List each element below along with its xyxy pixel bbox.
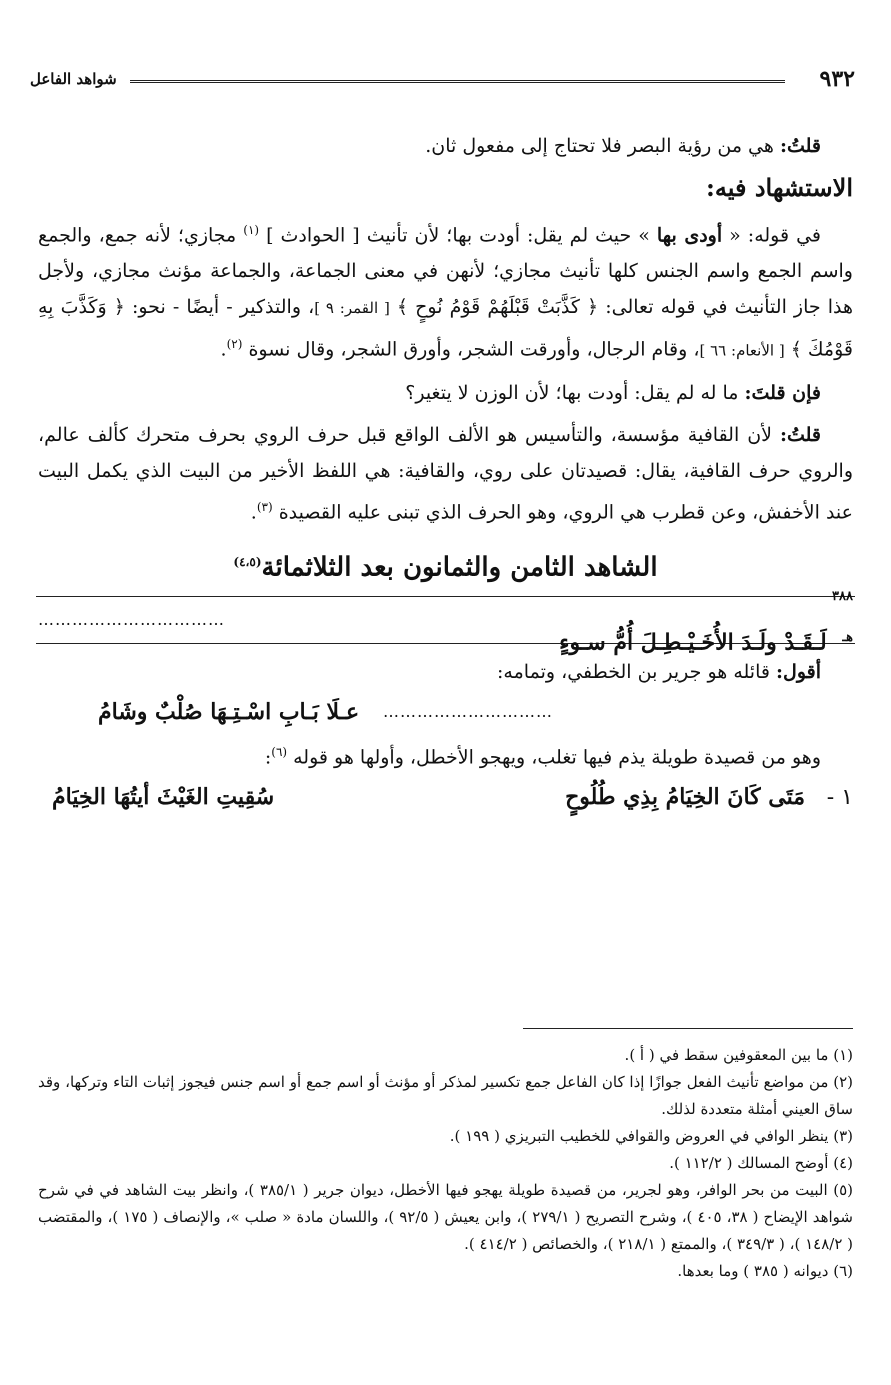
- footnote-ref-4-5: (٤،٥): [233, 554, 262, 569]
- header-rule: [130, 80, 785, 85]
- paragraph-3: [38, 375, 853, 411]
- paragraph-4: قلتُ: لأن القافية مؤسسة، والتأسيس هو الألف الواقع قبل حرف الروي بحرف متحرك كألف عالم، والروي حرف القافية، يقال: قصيدتان على روي، والقافية: هي اللفظ الأخير من البيت الذي يكمل البيت عند الأخفش، وعن قطرب هي الروي، وهو الحرف الذي تبنى عليه القصيدة $^{(٣)}$.: [38, 423, 853, 523]
- quran-ref-2: [ الأنعام: ٦٦ ]: [699, 341, 785, 360]
- paragraph-6-colon: :: [264, 745, 272, 768]
- evidence-verse: [38, 589, 853, 655]
- paragraph-5: [38, 654, 853, 690]
- completion-dots: …………………………: [383, 701, 553, 721]
- paragraph-5-text: قائله هو جرير بن الخطفي، وتمامه:: [497, 660, 776, 683]
- paragraph-1-text: هي من رؤية البصر فلا تحتاج إلى مفعول ثان.: [425, 135, 780, 157]
- verse-number: [832, 589, 853, 644]
- footnote-6: (٦) ديوانه ( ٣٨٥ ) وما بعدها.: [677, 1262, 853, 1280]
- paragraph-2-text-d: ، والتذكير - أيضًا - نحو: ﴿ وَكَذَّبَ بِهِ قَوْمُكَ ﴾: [38, 296, 853, 361]
- poem-line-number: ١ -: [826, 784, 853, 810]
- footnote-rule: [523, 1028, 853, 1029]
- evidence-title-text: الشاهد الثامن والثمانون بعد الثلاثمائة: [261, 552, 658, 583]
- paragraph-3-text: ما له لم يقل: أودت بها؛ لأن الوزن لا يتغير؟: [405, 381, 745, 404]
- paragraph-6-text: وهو من قصيدة طويلة يذم فيها تغلب، ويهجو الأخطل، وأولها هو قوله: [287, 745, 821, 768]
- quran-ref-1: [ القمر: ٩ ]: [314, 299, 390, 318]
- completion-hemistich: عـلَا بَـابِ اسْـتِـهَا صُلْبٌ وشَامُ: [98, 698, 360, 725]
- running-title: شواهد الفاعل: [30, 70, 117, 88]
- footnote-ref-2: (٢): [226, 337, 243, 352]
- paragraph-2-text-c: مجازي؛ لأنه جمع، والجمع واسم الجمع واسم الجنس كلها تأنيث مجازي؛ لأنهن في معنى الجماعة، والجماعة مؤنث مجازي، ولأجل هذا جاز التأنيث في قوله تعالى: ﴿ كَذَّبَتْ قَبْلَهُمْ قَوْمُ نُوحٍ ﴾: [38, 224, 854, 319]
- main-text: [38, 128, 853, 820]
- poem-first-hemistich: مَتَى كَانَ الخِيَامُ بِذِي طُلُوحٍ: [565, 783, 806, 810]
- footnote-ref-1: (١): [243, 223, 260, 237]
- paragraph-1: [38, 128, 853, 164]
- verse-dots: ……………………………: [38, 609, 225, 629]
- paragraph-1-label: قلتُ:: [779, 135, 821, 157]
- footnote-5: (٥) البيت من بحر الوافر، وهو لجرير، من قصيدة طويلة يهجو فيها الأخطل، ديوان جرير ( ٣٨٥/١ )، وانظر بيت الشاهد في في شرح شواهد الإيضاح ( ٣٨، ٤٠٥ )، وشرح التصريح ( ٢٧٩/١ )، وابن يعيش ( ٩٢/٥ )، واللسان مادة « صلب »، والإنصاف ( ١٧٥ )، والمقتضب ( ١٤٨/٢ )، ( ٣٤٩/٣ )، والممتع ( ٢١٨/١ )، والخصائص ( ٤١٤/٢ ).: [38, 1181, 854, 1253]
- paragraph-2: في قوله: « أودى بها » حيث لم يقل: أودت بها؛ لأن تأنيث [ الحوادث ] $^{(١)}$ مجازي؛ لأنه جمع، والجمع واسم الجمع واسم الجنس كلها تأنيث مجازي؛ لأنهن في معنى الجماعة، والجماعة مؤنث مجازي، ولأجل هذا جاز التأنيث في قوله تعالى: ﴿ كَذَّبَتْ قَبْلَهُمْ قَوْمُ نُوحٍ ﴾ [ القمر: ٩ ]، والتذكير - أيضًا - نحو: ﴿ وَكَذَّبَ بِهِ قَوْمُكَ ﴾ [ الأنعام: ٦٦ ]، وقام الرجال، وأورقت الشجر، وأورق الشجر، وقال نسوة $^{(٢)}$.: [38, 223, 854, 361]
- footnotes: [38, 1042, 853, 1285]
- section-heading: الاستشهاد فيه:: [706, 173, 853, 202]
- paragraph-4-text: لأن القافية مؤسسة، والتأسيس هو الألف الواقع قبل حرف الروي بحرف متحرك كألف عالم، والروي حرف القافية، يقال: قصيدتان على روي، والقافية: هي اللفظ الأخير من البيت الذي يكمل البيت عند الأخفش، وعن قطرب هي الروي، وهو الحرف الذي تبنى عليه القصيدة: [38, 423, 853, 523]
- poem-line-1: [38, 779, 853, 816]
- running-header: [30, 66, 855, 96]
- footnote-1: (١) ما بين المعقوفين سقط في ( أ ).: [624, 1046, 853, 1064]
- footnote-2: (٢) من مواضع تأنيث الفعل جوازًا إذا كان الفاعل جمع تكسير لمذكر أو مؤنث أو اسم جمع أو اسم جنس فيجوز إثبات التاء وتركها، وقد ساق العيني أمثلة متعددة لذلك.: [38, 1073, 853, 1118]
- verse-number-value: ٣٨٨: [832, 589, 853, 605]
- paragraph-2-text-e: ، وقام الرجال، وأورقت الشجر، وأورق الشجر، وقال نسوة: [242, 338, 700, 361]
- paragraph-3-label: فإن قلتَ:: [744, 381, 821, 404]
- verse-mark: هـ: [842, 629, 853, 645]
- page-number: ٩٣٢: [819, 66, 855, 92]
- footnote-4: (٤) أوضح المسالك ( ١١٢/٢ ).: [669, 1154, 853, 1172]
- paragraph-6: [38, 734, 853, 775]
- paragraph-5-label: أقول:: [776, 660, 821, 683]
- paragraph-2-text-b: » حيث لم يقل: أودت بها؛ لأن تأنيث [ الحوادث ]: [259, 224, 657, 247]
- quoted-phrase: أودى بها: [656, 224, 723, 247]
- paragraph-2-text-a: في قوله: «: [722, 224, 821, 247]
- paragraph-4-label: قلتُ:: [779, 423, 821, 446]
- poem-second-hemistich: سُقِيتِ الغَيْثَ أيتُهَا الخِيَامُ: [52, 783, 275, 810]
- footnote-ref-3: (٣): [256, 499, 273, 514]
- footnote-ref-6: (٦): [271, 744, 288, 759]
- verse-first-hemistich: لَـقَـدْ ولَـدَ الأُخَـيْـطِـلَ أُمُّ سـوءٍ: [559, 628, 827, 655]
- footnote-3: (٣) ينظر الوافي في العروض والقوافي للخطيب التبريزي ( ١٩٩ ).: [449, 1127, 853, 1145]
- completion-verse: [38, 694, 853, 730]
